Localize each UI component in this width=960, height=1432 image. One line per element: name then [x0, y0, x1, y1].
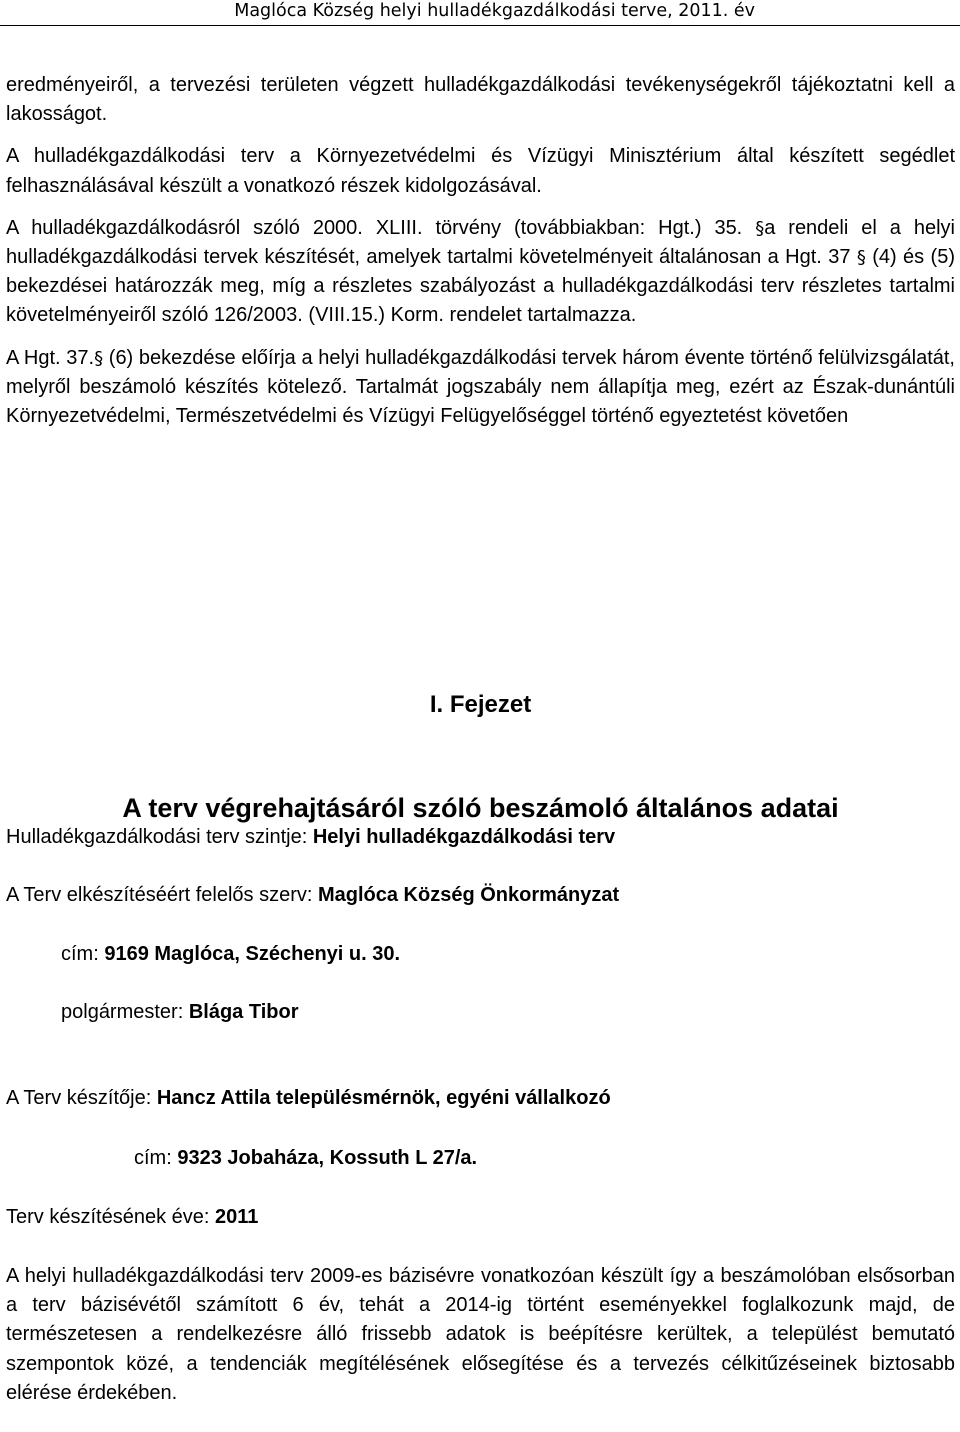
plan-level-value: Helyi hulladékgazdálkodási terv: [312, 826, 616, 848]
author-line: [6, 1087, 611, 1110]
paragraph-3-part-b: a rendeli el a helyi hulladékgazdálkodási tervek készítését, amelyek tartalmi követelményeit általánosan a Hgt. 37: [6, 216, 955, 269]
address-label: cím:: [61, 943, 105, 965]
header-title: Maglóca Község helyi hulladékgazdálkodási terve, 2011. év: [234, 1, 755, 21]
mayor-label: polgármester:: [61, 1001, 189, 1023]
author-value: Hancz Attila településmérnök, egyéni vállalkozó: [156, 1087, 611, 1109]
paragraph-4: [6, 344, 955, 432]
paragraph-3-part-c: (4) és (5) bekezdései határozzák meg, míg a részletes szabályozást a hulladékgazdálkodási terv részletes tartalmi követelményeiről szóló 126/2003. (VIII.15.) Korm. rendelet tartalmazza.: [6, 246, 955, 327]
section-sign: §: [856, 247, 866, 269]
mayor-line: [61, 1001, 299, 1024]
paragraph-1: eredményeiről, a tervezési területen végzett hulladékgazdálkodási tevékenységekről tájékoztatni kell a lakosságot.: [6, 74, 955, 126]
author-label: A Terv készítője:: [6, 1087, 157, 1109]
author-address-label: cím:: [134, 1147, 178, 1169]
section-title: A terv végrehajtásáról szóló beszámoló általános adatai: [122, 793, 839, 823]
responsible-line: [6, 884, 619, 907]
year-line: [6, 1206, 258, 1229]
paragraph-3: [6, 214, 955, 331]
page-header: [0, 0, 960, 26]
address-value: 9169 Maglóca, Széchenyi u. 30.: [104, 943, 401, 965]
closing-paragraph: A helyi hulladékgazdálkodási terv 2009-es bázisévre vonatkozóan készült így a beszámolóban elsősorban a terv bázisévétől számított 6 év, tehát a 2014-ig történt eseményekkel foglalkozunk majd, de természetesen a rendelkezésre álló frissebb adatok is beépítésre kerültek, a települést bemutató szempontok közé, a tendenciák megítélésének elősegítése és a tervezés célkitűzéseinek biztosabb elérése érdekében.: [6, 1265, 955, 1404]
address-line: [61, 943, 400, 966]
plan-level-label: Hulladékgazdálkodási terv szintje:: [6, 826, 313, 848]
paragraph-4-part-a: A Hgt. 37.: [6, 346, 95, 369]
responsible-label: A Terv elkészítéséért felelős szerv:: [6, 884, 318, 906]
mayor-value: Blága Tibor: [188, 1001, 299, 1023]
chapter-heading: I. Fejezet: [429, 691, 532, 718]
author-address-line: [134, 1147, 477, 1170]
section-sign: §: [94, 347, 104, 369]
year-value: 2011: [214, 1206, 259, 1228]
year-label: Terv készítésének éve:: [6, 1206, 215, 1228]
paragraph-3-part-a: A hulladékgazdálkodásról szóló 2000. XLIII. törvény (továbbiakban: Hgt.) 35.: [6, 216, 756, 239]
paragraph-2: A hulladékgazdálkodási terv a Környezetvédelmi és Vízügyi Minisztérium által készített segédlet felhasználásával készült a vonatkozó részek kidolgozásával.: [6, 145, 955, 197]
responsible-value: Maglóca Község Önkormányzat: [317, 884, 620, 906]
author-address-value: 9323 Jobaháza, Kossuth L 27/a.: [177, 1147, 478, 1169]
plan-level-line: [6, 826, 615, 849]
body-text: [6, 71, 955, 1404]
section-sign: §: [755, 217, 765, 239]
paragraph-4-part-b: (6) bekezdése előírja a helyi hulladékgazdálkodási tervek három évente történő felülvizsgálatát, melyről beszámoló készítés kötelező. Tartalmát jogszabály nem állapítja meg, ezért az Észak-dunántúli Környezetvédelmi, Természetvédelmi és Vízügyi Felügyelőséggel történő egyeztetést követően: [6, 346, 955, 428]
